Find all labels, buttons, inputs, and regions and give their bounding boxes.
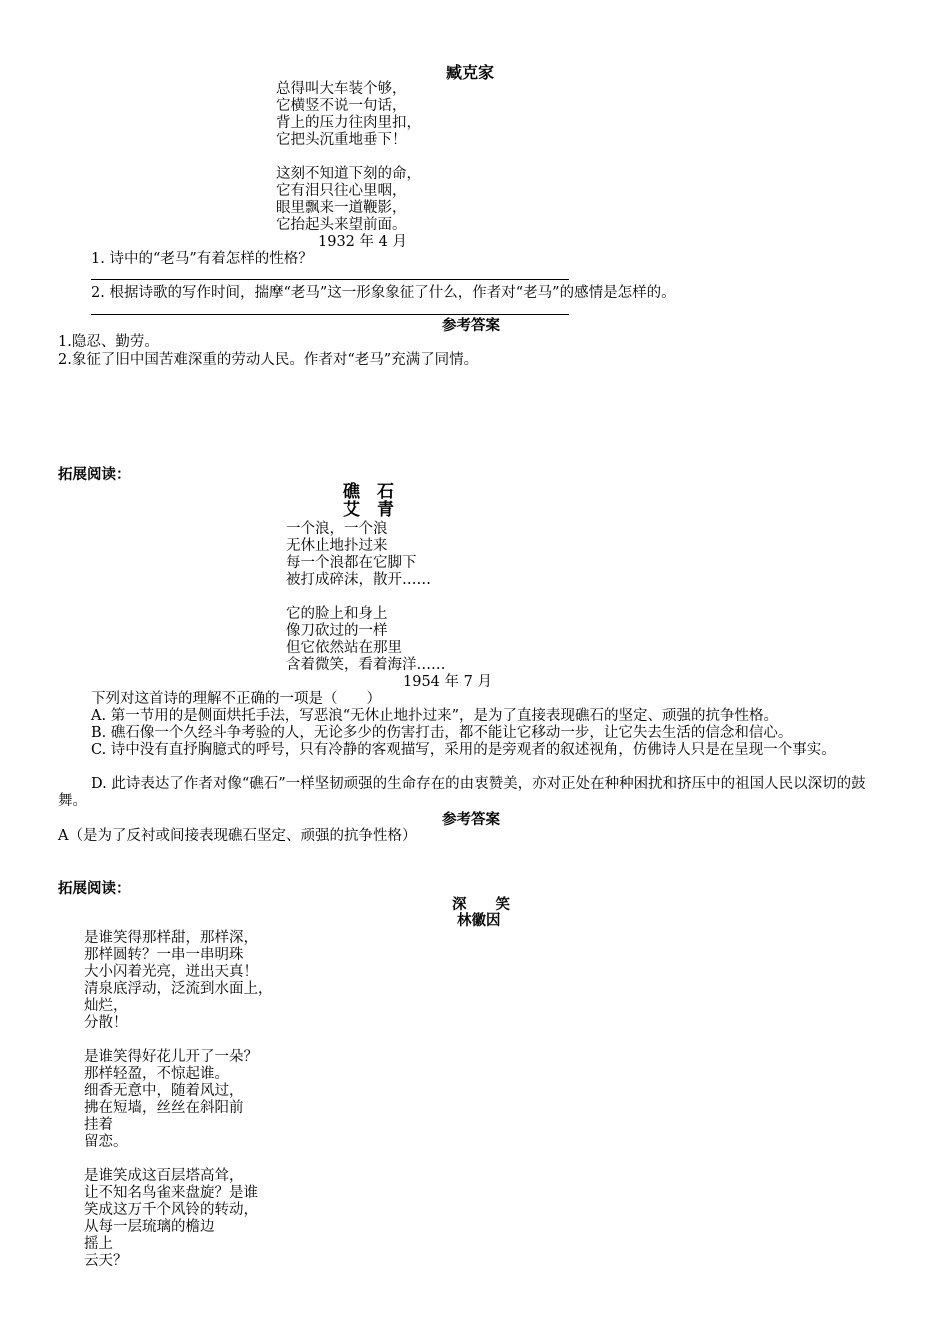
option-c: C. 诗中没有直抒胸臆式的呼号，只有冷静的客观描写，采用的是旁观者的叙述视角，仿佛诗人只是在呈现一个事实。 [91, 742, 836, 758]
poem1-line: 背上的压力往肉里扣， [276, 115, 421, 131]
poem1-line: 它把头沉重地垂下！ [276, 132, 407, 148]
poem3-line: 灿烂， [84, 998, 128, 1014]
poem3-title: 深 笑 [452, 896, 510, 913]
poem1-line: 眼里飘来一道鞭影， [276, 200, 407, 216]
poem3-line: 云天？ [84, 1253, 128, 1269]
poem2-line: 但它依然站在那里 [286, 640, 402, 656]
poem3-line: 清泉底浮动，泛流到水面上， [84, 981, 273, 997]
poem3-author: 林徽因 [457, 912, 501, 929]
extended-reading-label: 拓展阅读： [58, 880, 131, 897]
poem3-line: 摇上 [84, 1236, 113, 1252]
poem1-line: 这刻不知道下刻的命， [276, 166, 421, 182]
poem2-line: 它的脸上和身上 [286, 606, 388, 622]
poem3-line: 挂着 [84, 1117, 113, 1133]
poem3-line: 笑成这万千个风铃的转动， [84, 1202, 258, 1218]
poem2-date: 1954 年 7 月 [403, 674, 492, 690]
answer: A（是为了反衬或间接表现礁石坚定、顽强的抗争性格） [58, 828, 417, 844]
poem1-line: 它有泪只往心里咽， [276, 183, 407, 199]
poem3-line: 是谁笑成这百层塔高耸， [84, 1168, 244, 1184]
question-2: 2. 根据诗歌的写作时间，揣摩“老马”这一形象象征了什么，作者对“老马”的感情是怎样的。 [91, 285, 676, 301]
poem3-line: 是谁笑得那样甜，那样深， [84, 930, 258, 946]
poem2-line: 含着微笑，看着海洋…… [286, 657, 446, 673]
poem1-line: 它横竖不说一句话， [276, 98, 407, 114]
option-d: D. 此诗表达了作者对像“礁石”一样坚韧顽强的生命存在的由衷赞美，亦对正处在种种困扰和挤压中的祖国人民以深切的鼓舞。 [58, 776, 866, 809]
poem1-line: 它抬起头来望前面。 [276, 217, 407, 233]
poem3-line: 大小闪着光亮，迸出天真！ [84, 964, 258, 980]
poem3-line: 细香无意中，随着风过， [84, 1083, 244, 1099]
option-a: A. 第一节用的是侧面烘托手法，写恶浪“无休止地扑过来”，是为了直接表现礁石的坚定、顽强的抗争性格。 [91, 708, 779, 724]
poem3-line: 留恋。 [84, 1134, 128, 1150]
poem2-line: 每一个浪都在它脚下 [286, 555, 417, 571]
poem2-line: 一个浪，一个浪 [286, 521, 388, 537]
poem2-line: 无休止地扑过来 [286, 538, 388, 554]
question-1: 1. 诗中的“老马”有着怎样的性格？ [91, 251, 313, 267]
question-main: 下列对这首诗的理解不正确的一项是（ ） [91, 691, 381, 707]
poem1-line: 总得叫大车装个够， [276, 81, 407, 97]
poem2-title: 礁 石 [343, 482, 394, 502]
answer-heading: 参考答案 [442, 811, 500, 828]
poem1-author: 臧克家 [446, 63, 495, 82]
poem3-line: 让不知名鸟雀来盘旋？是谁 [84, 1185, 258, 1201]
answer-2: 2.象征了旧中国苦难深重的劳动人民。作者对“老马”充满了同情。 [58, 352, 479, 368]
answer-line [91, 279, 569, 280]
poem2-line: 像刀砍过的一样 [286, 623, 388, 639]
option-b: B. 礁石像一个久经斗争考验的人，无论多少的伤害打击，都不能让它移动一步，让它失去生活的信念和信心。 [91, 725, 793, 741]
answer-line [91, 314, 569, 315]
poem2-line: 被打成碎沫，散开…… [286, 572, 431, 588]
poem3-line: 从每一层琉璃的檐边 [84, 1219, 215, 1235]
poem3-line: 拂在短墙，丝丝在斜阳前 [84, 1100, 244, 1116]
poem3-line: 那样圆转？一串一串明珠 [84, 947, 244, 963]
poem3-line: 分散！ [84, 1015, 128, 1031]
answer-heading: 参考答案 [442, 317, 500, 334]
extended-reading-label: 拓展阅读： [58, 466, 131, 483]
answer-1: 1.隐忍、勤劳。 [58, 334, 159, 350]
poem3-line: 那样轻盈，不惊起谁。 [84, 1066, 229, 1082]
poem2-author: 艾 青 [343, 500, 394, 520]
poem3-line: 是谁笑得好花儿开了一朵？ [84, 1049, 258, 1065]
poem1-date: 1932 年 4 月 [318, 234, 407, 250]
